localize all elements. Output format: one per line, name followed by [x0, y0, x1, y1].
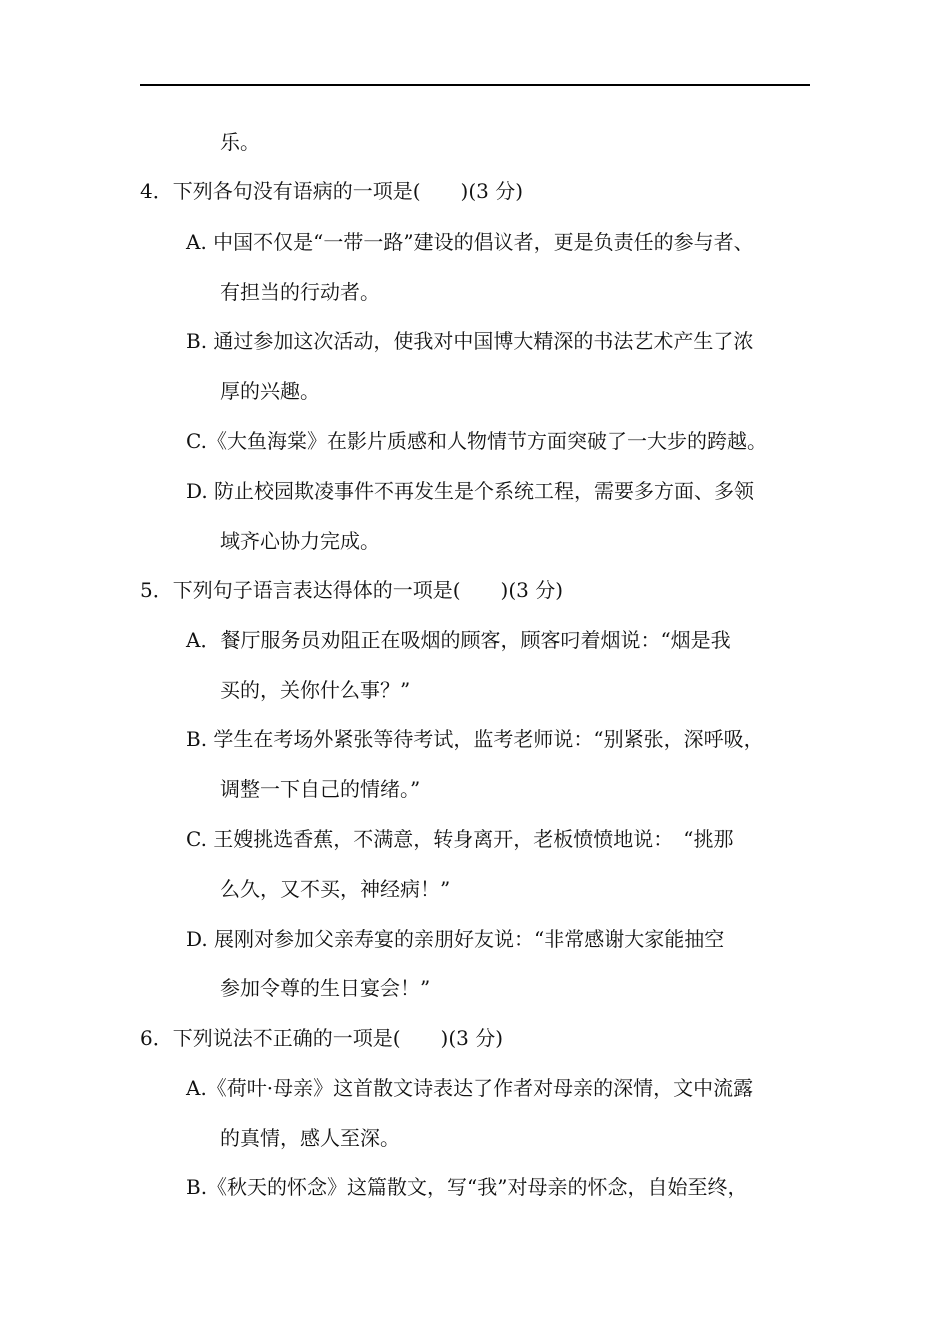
q4-option-a: A. 中国不仅是“一带一路”建设的倡议者，更是负责任的参与者、 — [186, 230, 754, 254]
q6-option-b: B.《秋天的怀念》这篇散文，写“我”对母亲的怀念，自始至终， — [186, 1175, 748, 1199]
q4-option-d-cont: 域齐心协力完成。 — [220, 529, 380, 553]
q5-option-b: B. 学生在考场外紧张等待考试，监考老师说：“别紧张，深呼吸， — [186, 727, 764, 751]
q4-option-b-cont: 厚的兴趣。 — [220, 379, 320, 403]
q4-option-b: B. 通过参加这次活动，使我对中国博大精深的书法艺术产生了浓 — [186, 329, 754, 353]
q4-option-c: C.《大鱼海棠》在影片质感和人物情节方面突破了一大步的跨越。 — [186, 429, 767, 453]
q6-option-a-cont: 的真情，感人至深。 — [220, 1126, 400, 1150]
q5-option-b-cont: 调整一下自己的情绪。” — [220, 777, 421, 801]
q5-option-a-cont: 买的，关你什么事？” — [220, 678, 411, 702]
q5-option-c-cont: 么久，又不买，神经病！” — [220, 877, 451, 901]
question-4-stem: 4．下列各句没有语病的一项是( )(3 分) — [140, 179, 524, 203]
q6-option-a: A.《荷叶·母亲》这首散文诗表达了作者对母亲的深情，文中流露 — [186, 1076, 754, 1100]
q5-option-d-cont: 参加令尊的生日宴会！” — [220, 976, 431, 1000]
q5-option-d: D. 展刚对参加父亲寿宴的亲朋好友说：“非常感谢大家能抽空 — [186, 927, 725, 951]
question-6-stem: 6．下列说法不正确的一项是( )(3 分) — [140, 1026, 504, 1050]
continuation-text: 乐。 — [220, 130, 260, 154]
q5-option-c: C. 王嫂挑选香蕉，不满意，转身离开，老板愤愤地说： “挑那 — [186, 827, 734, 851]
q4-option-a-cont: 有担当的行动者。 — [220, 280, 380, 304]
question-5-stem: 5．下列句子语言表达得体的一项是( )(3 分) — [140, 578, 564, 602]
q5-option-a: A．餐厅服务员劝阻正在吸烟的顾客，顾客叼着烟说：“烟是我 — [186, 628, 731, 652]
q4-option-d: D. 防止校园欺凌事件不再发生是个系统工程，需要多方面、多领 — [186, 479, 755, 503]
header-rule — [140, 84, 810, 86]
